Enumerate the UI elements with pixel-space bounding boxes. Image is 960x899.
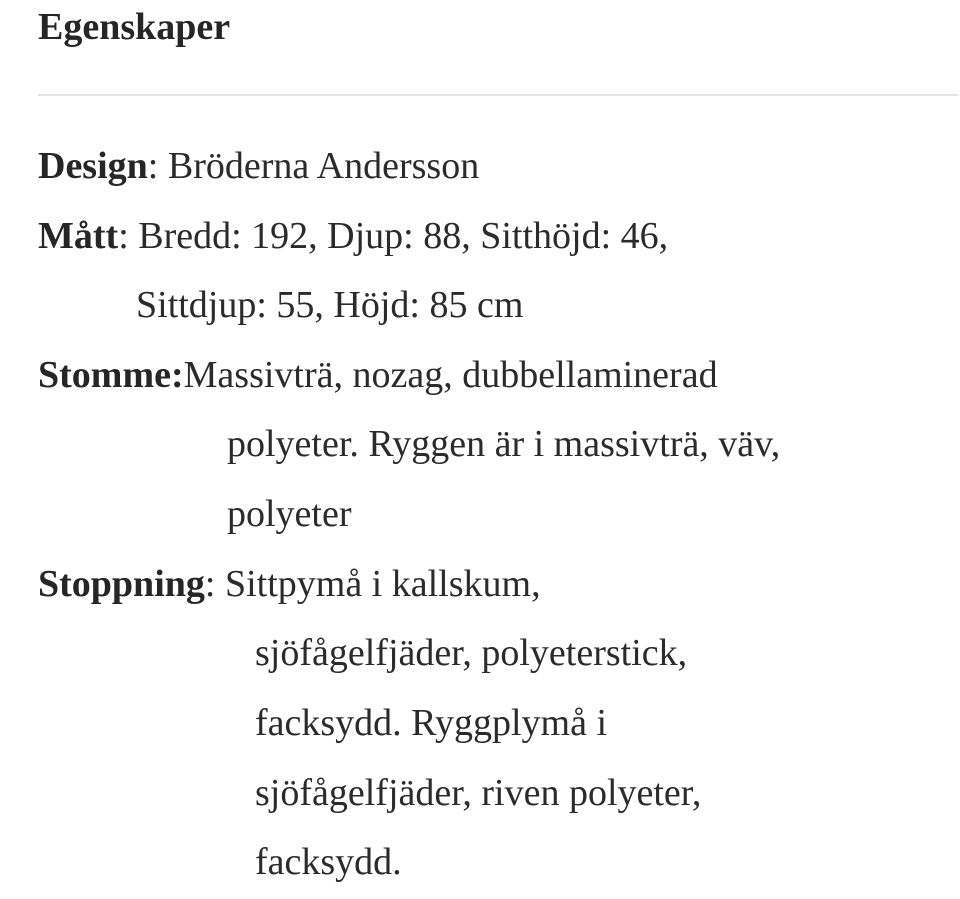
- property-value-stomme-line-2: polyeter. Ryggen är i massivträ, väv,: [227, 423, 781, 465]
- property-label-design: Design: [38, 145, 148, 187]
- section-divider: [38, 94, 958, 96]
- property-label-stomme: Stomme:: [38, 354, 184, 396]
- property-value-stomme-line-1: Massivträ, nozag, dubbellaminerad: [183, 354, 718, 396]
- property-label-matt: Mått: [38, 215, 119, 257]
- property-value-stomme-line-3: polyeter: [227, 493, 352, 535]
- property-stoppning: [38, 561, 541, 607]
- property-label-stoppning: Stoppning: [38, 563, 205, 605]
- property-value-matt-line-2: Sittdjup: 55, Höjd: 85 cm: [136, 284, 524, 326]
- property-separator: :: [204, 563, 225, 605]
- property-stomme: [38, 352, 718, 398]
- property-separator: :: [147, 145, 168, 187]
- property-matt: [38, 213, 668, 259]
- property-value-matt-line-1: Bredd: 192, Djup: 88, Sitthöjd: 46,: [138, 215, 669, 257]
- property-separator: :: [118, 215, 139, 257]
- section-title: Egenskaper: [38, 6, 231, 48]
- property-value-stoppning-line-5: facksydd.: [255, 841, 402, 883]
- property-value-design: Bröderna Andersson: [167, 145, 480, 187]
- property-value-stoppning-line-4: sjöfågelfjäder, riven polyeter,: [255, 772, 702, 814]
- property-value-stoppning-line-2: sjöfågelfjäder, polyeterstick,: [255, 632, 688, 674]
- property-design: [38, 143, 479, 189]
- property-value-stoppning-line-3: facksydd. Ryggplymå i: [255, 702, 608, 744]
- property-value-stoppning-line-1: Sittpymå i kallskum,: [224, 563, 541, 605]
